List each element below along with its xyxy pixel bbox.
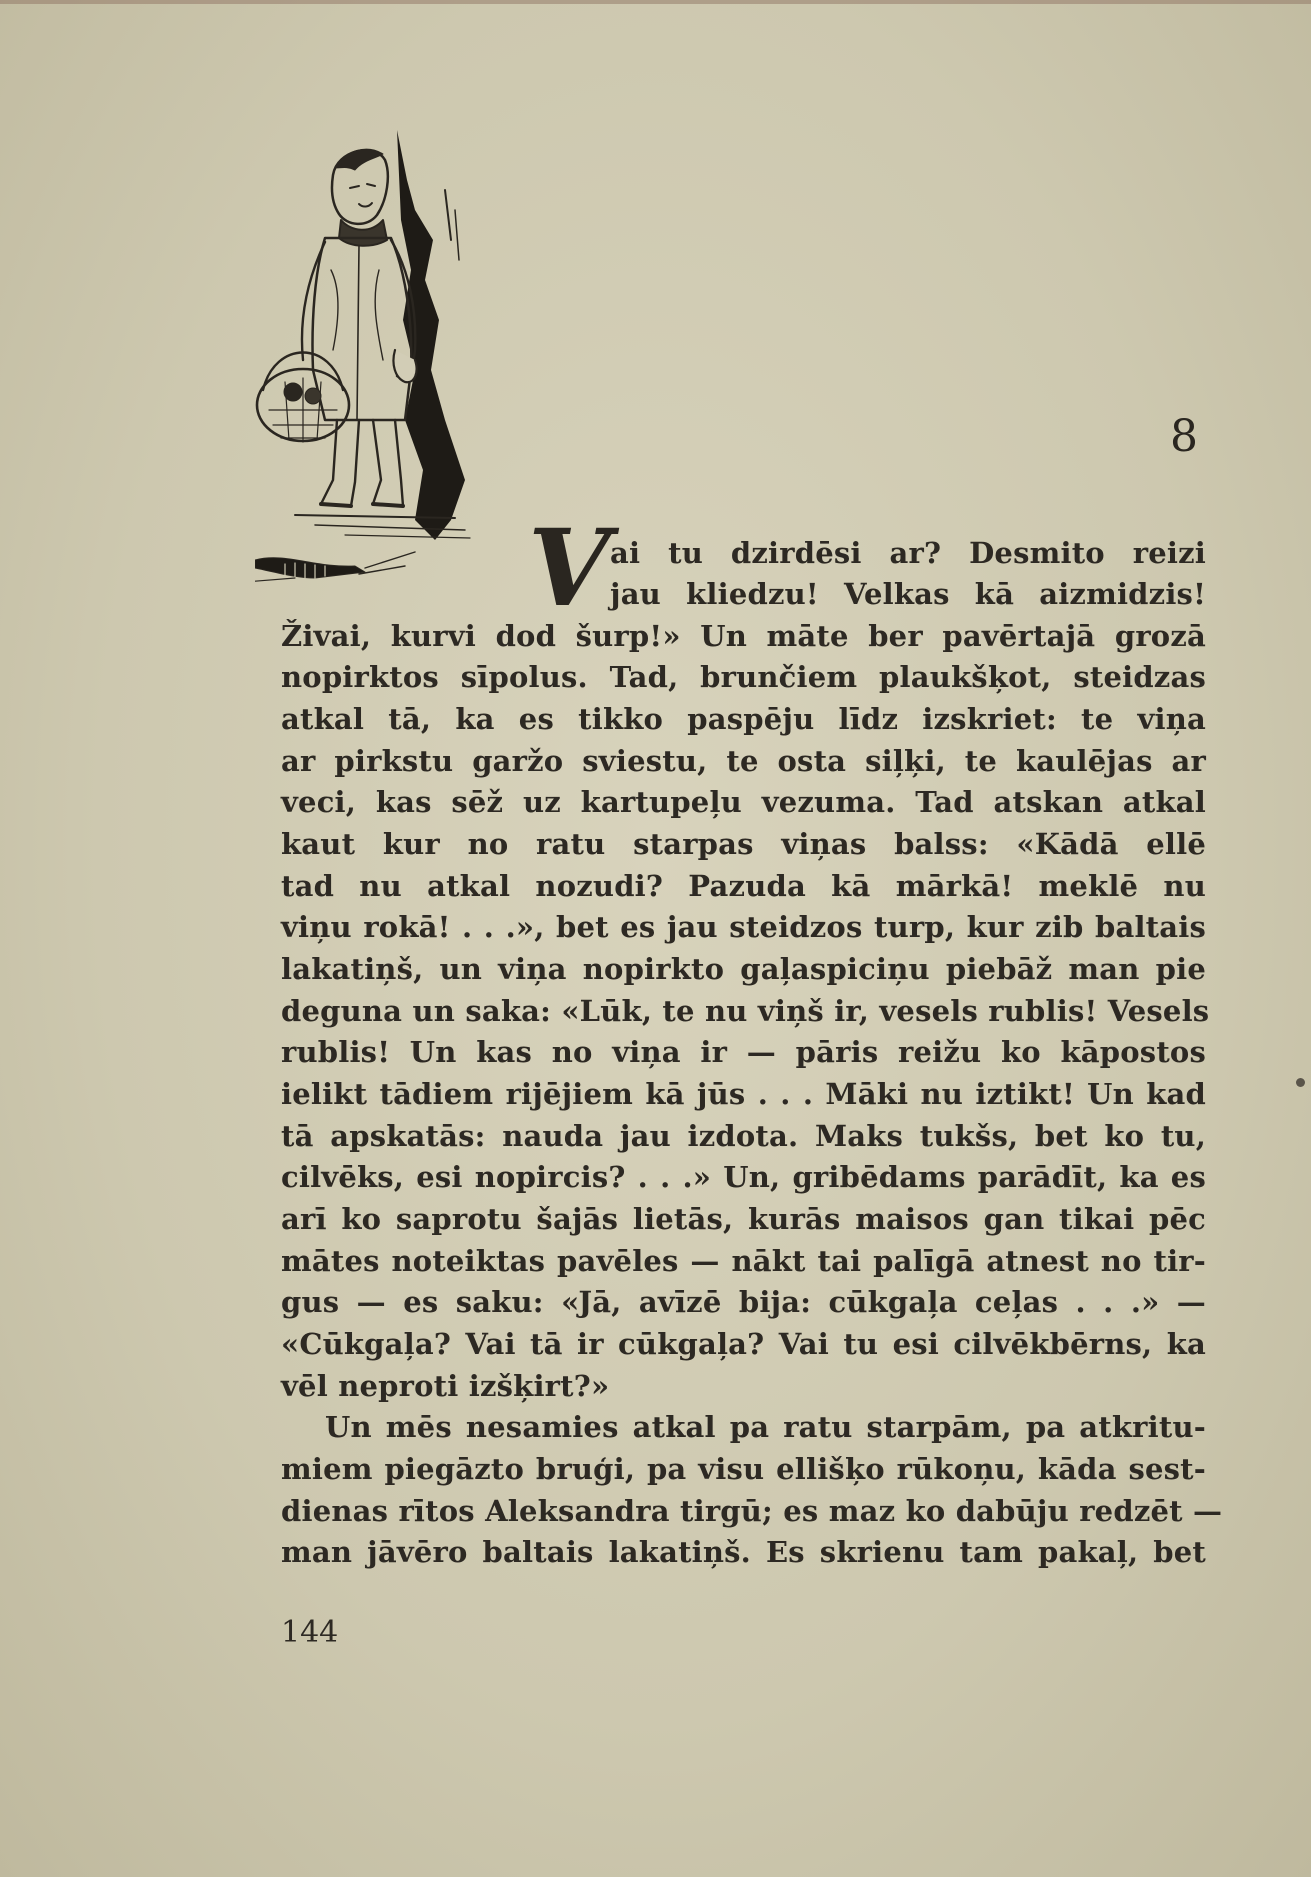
text-line: ielikt tādiem rijējiem kā jūs . . . Māki nu iztikt! Un kad: [281, 1077, 1206, 1111]
text-line: «Cūkgaļa? Vai tā ir cūkgaļa? Vai tu esi cilvēkbērns, ka: [281, 1327, 1206, 1361]
text-line: lakatiņš, un viņa nopirkto gaļaspiciņu piebāž man pie: [281, 952, 1206, 986]
text-line: tā apskatās: nauda jau izdota. Maks tukšs, bet ko tu,: [281, 1119, 1206, 1153]
text-line: viņu rokā! . . .», bet es jau steidzos turp, kur zib baltais: [281, 910, 1206, 944]
text-line: man jāvēro baltais lakatiņš. Es skrienu tam pakaļ, bet: [281, 1535, 1206, 1569]
drop-cap: V: [528, 505, 611, 630]
text-line: vēl neproti izšķirt?»: [281, 1369, 610, 1403]
boy-with-basket-illustration: [255, 120, 575, 600]
text-line: dienas rītos Aleksandra tirgū; es maz ko dabūju redzēt —: [281, 1494, 1223, 1528]
text-line: ar pirkstu garžo sviestu, te osta siļķi, te kaulējas ar: [281, 744, 1206, 778]
text-line: rublis! Un kas no viņa ir — pāris reižu ko kāpostos: [281, 1035, 1206, 1069]
text-line: tad nu atkal nozudi? Pazuda kā mārkā! meklē nu: [281, 869, 1206, 903]
text-line: jau kliedzu! Velkas kā aizmidzis!: [610, 577, 1206, 611]
paper-spot: [1296, 1078, 1305, 1087]
chapter-number: 8: [1170, 411, 1198, 462]
text-line: deguna un saka: «Lūk, te nu viņš ir, vesels rublis! Vesels: [281, 994, 1210, 1028]
text-line: arī ko saprotu šajās lietās, kurās maisos gan tikai pēc: [281, 1202, 1206, 1236]
page-number: 144: [281, 1615, 339, 1650]
text-line: Un mēs nesamies atkal pa ratu starpām, pa atkritu-: [325, 1410, 1206, 1444]
text-line: miem piegāzto bruģi, pa visu ellišķo rūkoņu, kāda sest-: [281, 1452, 1206, 1486]
text-line: ai tu dzirdēsi ar? Desmito reizi: [610, 536, 1206, 570]
text-line: cilvēks, esi nopircis? . . .» Un, gribēdams parādīt, ka es: [281, 1160, 1206, 1194]
text-line: atkal tā, ka es tikko paspēju līdz izskriet: te viņa: [281, 702, 1206, 736]
text-line: gus — es saku: «Jā, avīzē bija: cūkgaļa ceļas . . .» —: [281, 1285, 1206, 1319]
text-line: nopirktos sīpolus. Tad, brunčiem plaukšķot, steidzas: [281, 660, 1206, 694]
text-line: veci, kas sēž uz kartupeļu vezuma. Tad atskan atkal: [281, 785, 1206, 819]
text-line: Živai, kurvi dod šurp!» Un māte ber pavērtajā grozā: [281, 619, 1206, 653]
page-edge: [0, 0, 1311, 4]
text-line: kaut kur no ratu starpas viņas balss: «Kādā ellē: [281, 827, 1206, 861]
text-line: mātes noteiktas pavēles — nākt tai palīgā atnest no tir-: [281, 1244, 1206, 1278]
